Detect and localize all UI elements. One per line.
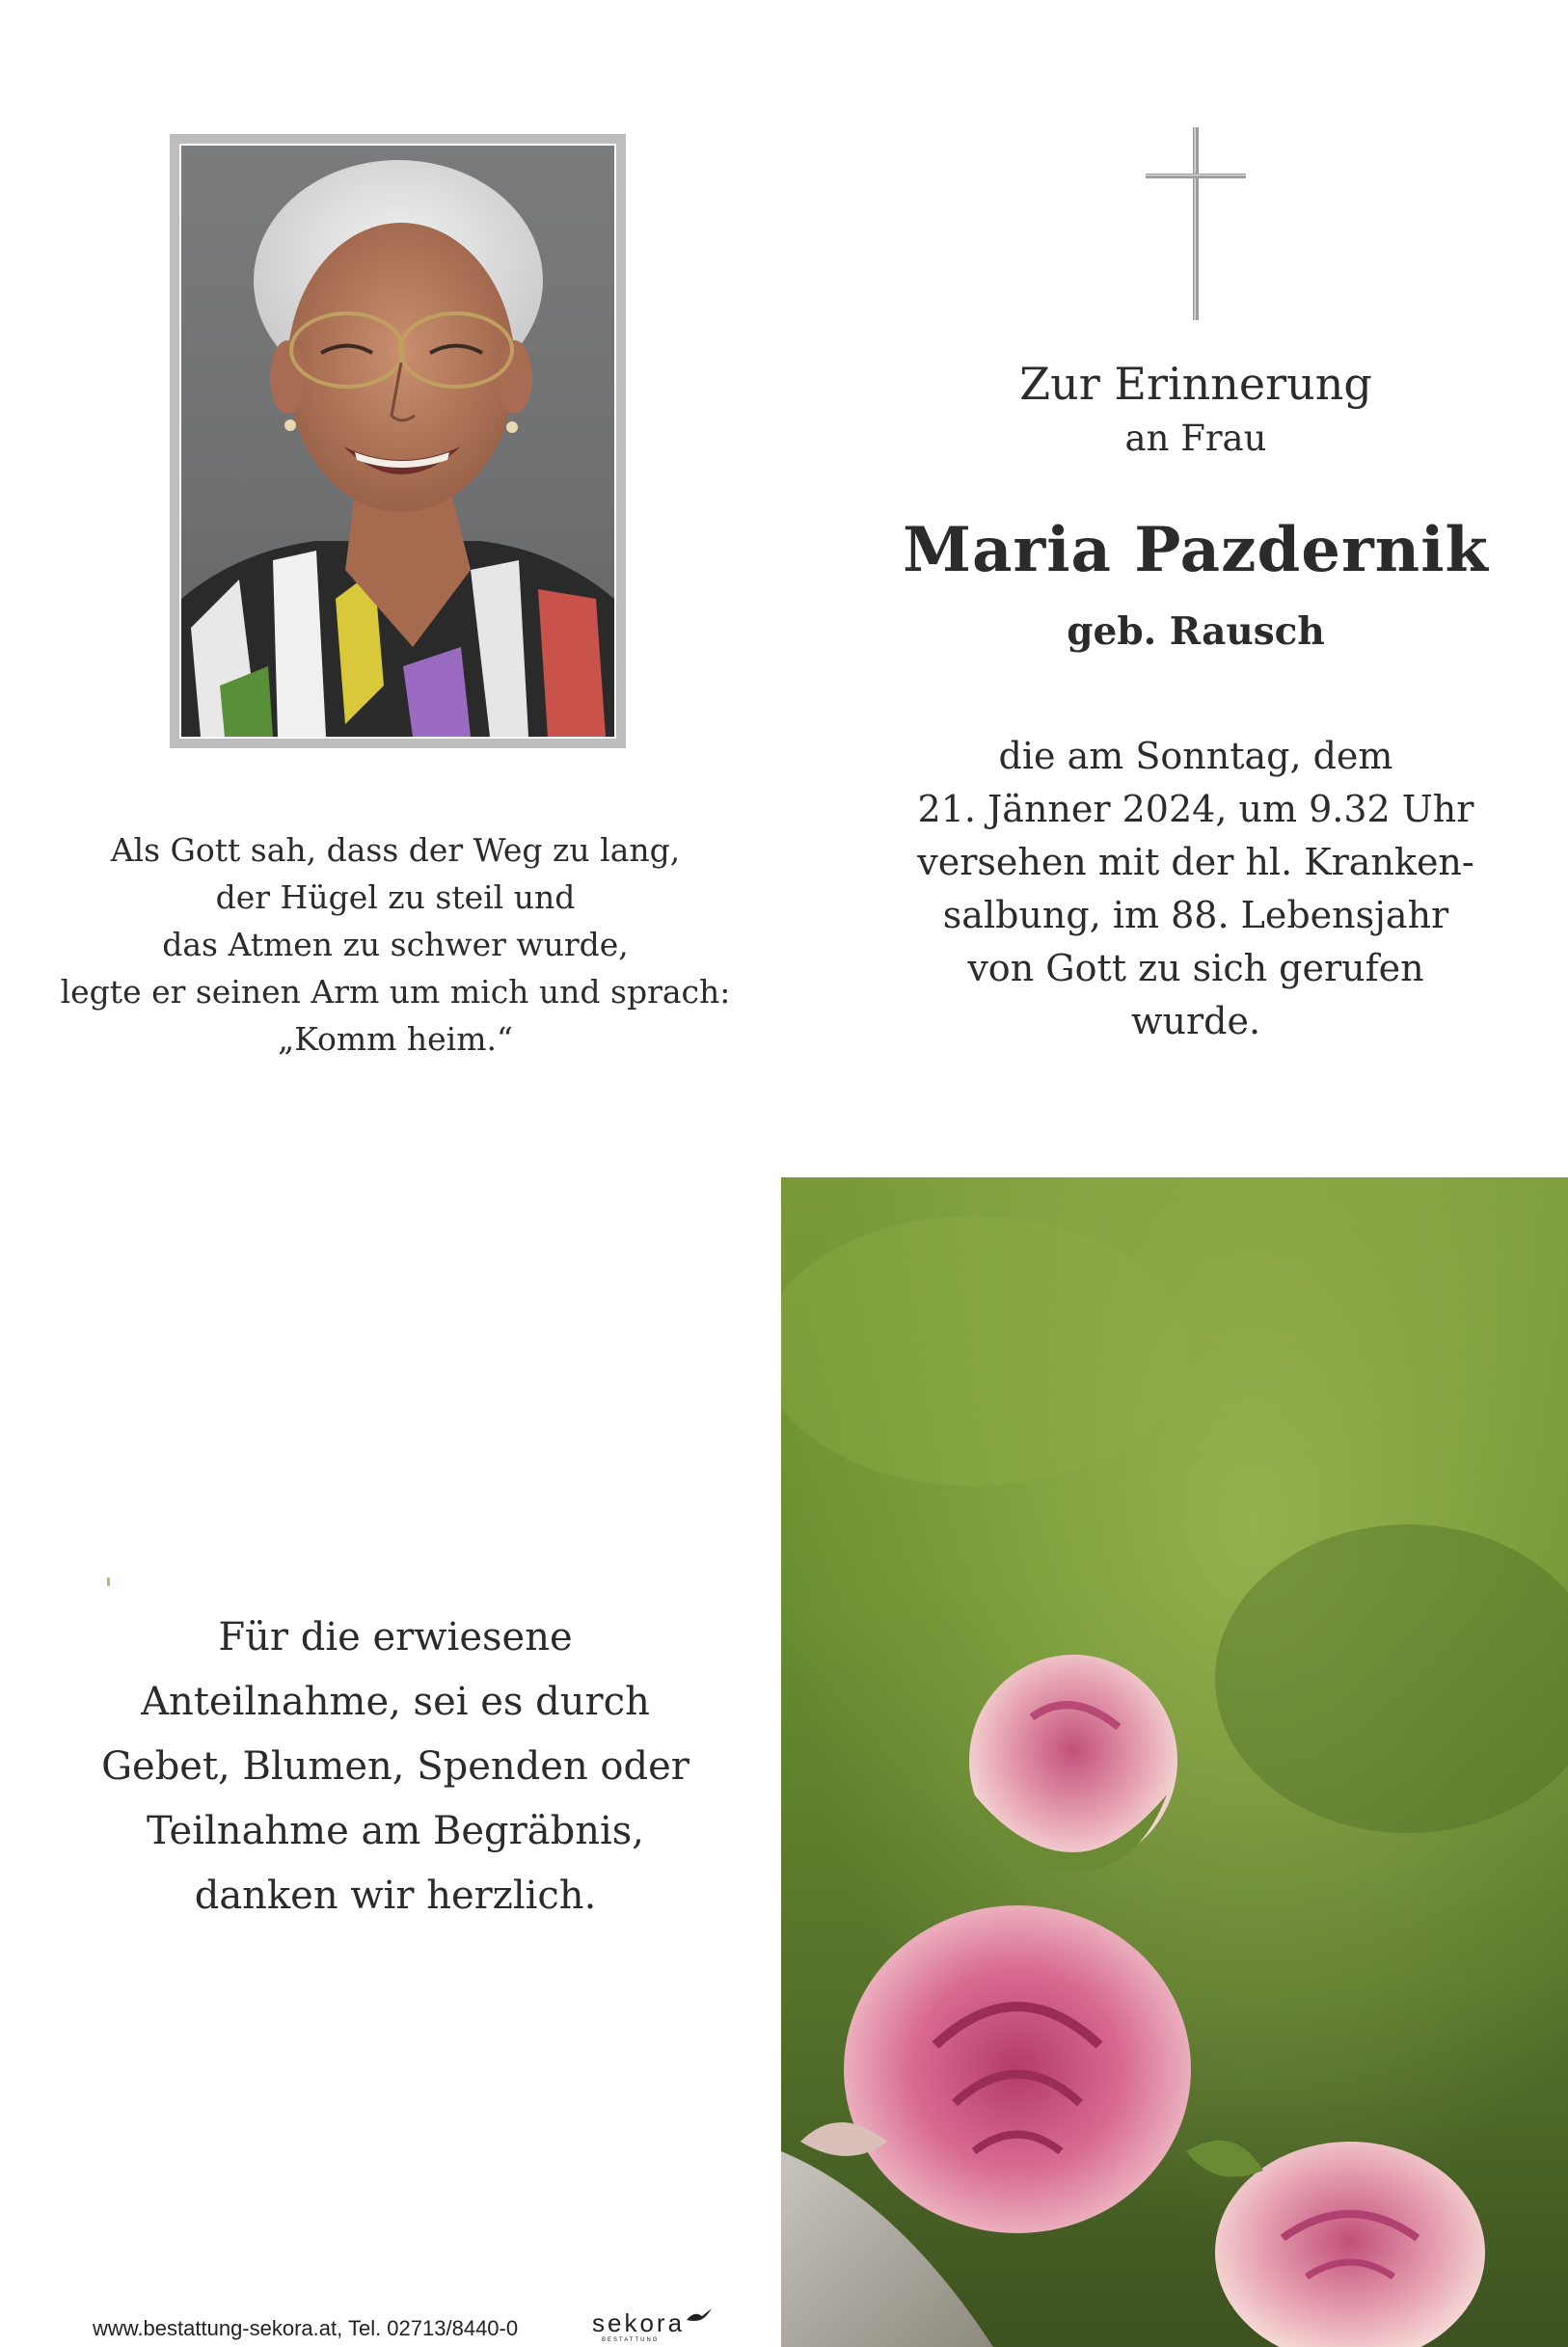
death-line: die am Sonntag, dem <box>998 735 1393 777</box>
thanks-line: Anteilnahme, sei es durch <box>141 1680 650 1724</box>
bird-icon <box>685 2307 714 2326</box>
thanks-line: danken wir herzlich. <box>194 1874 597 1918</box>
maiden-name: geb. Rausch <box>1067 609 1325 654</box>
thanks-text <box>39 1605 752 1929</box>
brand-logo <box>592 2308 686 2343</box>
deceased-name: Maria Pazdernik <box>903 514 1489 586</box>
brand-name: sekora <box>592 2308 686 2337</box>
death-line: 21. Jänner 2024, um 9.32 Uhr <box>917 788 1474 830</box>
contact-info: www.bestattung-sekora.at, Tel. 02713/8440-0 <box>93 2316 519 2340</box>
intro-line-2: an Frau <box>1124 418 1267 459</box>
intro-line-1: Zur Erinnerung <box>1019 358 1372 410</box>
quote-line: das Atmen zu schwer wurde, <box>162 926 629 963</box>
cross-icon <box>1146 127 1246 320</box>
roses-image <box>781 1177 1568 2347</box>
brand-subtitle: BESTATTUNG <box>602 2337 660 2343</box>
memorial-quote <box>39 826 752 1063</box>
death-line: salbung, im 88. Lebensjahr <box>942 894 1449 936</box>
thanks-line: Für die erwiesene <box>218 1615 573 1659</box>
quote-line: der Hügel zu steil und <box>215 878 576 916</box>
death-line: versehen mit der hl. Kranken- <box>917 841 1474 883</box>
thanks-line: Teilnahme am Begräbnis, <box>146 1809 645 1853</box>
quote-line: legte er seinen Arm um mich und sprach: <box>60 973 731 1011</box>
death-notice <box>868 730 1524 1048</box>
quote-line: „Komm heim.“ <box>278 1020 513 1058</box>
thanks-line: Gebet, Blumen, Spenden oder <box>101 1744 689 1789</box>
death-line: wurde. <box>1130 1000 1261 1042</box>
portrait-frame <box>170 134 626 748</box>
print-speck <box>107 1578 110 1586</box>
portrait-photo <box>179 144 616 739</box>
death-line: von Gott zu sich gerufen <box>967 947 1424 989</box>
quote-line: Als Gott sah, dass der Weg zu lang, <box>110 831 681 869</box>
